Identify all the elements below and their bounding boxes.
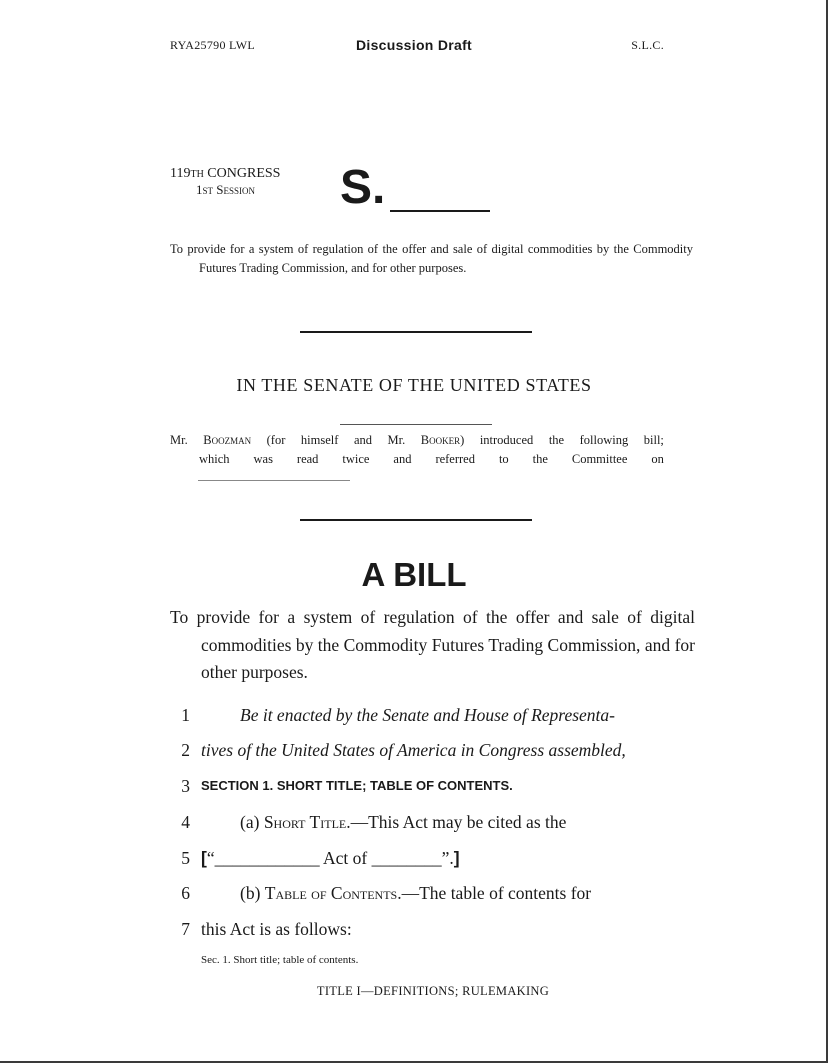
intro-word: and: [353, 433, 372, 447]
line-text: tives of the United States of America in Congress assembled,: [201, 740, 626, 760]
numbered-line: [170, 810, 664, 834]
bill-number-blank: [390, 210, 490, 212]
intro-word: the: [548, 433, 565, 447]
intro-word: following: [579, 433, 629, 447]
line-number: 2: [181, 740, 190, 760]
committee-blank: [198, 480, 350, 481]
intro-word: which: [199, 452, 230, 466]
line-number: 7: [181, 919, 190, 939]
intro-word: twice: [342, 452, 370, 466]
toc-entry: Sec. 1. Short title; table of contents.: [201, 954, 359, 966]
header-draft-label: Discussion Draft: [355, 37, 473, 53]
divider-rule: [300, 519, 532, 521]
numbered-line: [170, 738, 664, 762]
subsection-marker: (a): [240, 812, 264, 832]
intro-word: was: [253, 452, 273, 466]
intro-word: bill;: [643, 433, 664, 447]
subsection-heading: Table of Contents: [264, 883, 398, 903]
subsection-heading: Short Title: [263, 812, 347, 832]
line-number: 5: [181, 848, 190, 868]
line-text: Be it enacted by the Senate and House of Representa-: [240, 705, 615, 725]
open-bracket: [: [201, 848, 207, 868]
long-purpose: To provide for a system of regulation of the offer and sale of digital commodities by the Commodity Futures Trading Commission, and for other purposes.: [170, 607, 695, 682]
introduction-paragraph: [170, 431, 664, 469]
short-divider-rule: [340, 424, 492, 425]
intro-word: the: [532, 452, 548, 466]
line-text: [201, 846, 664, 870]
session-number: 1st Session: [196, 182, 255, 197]
line-number: 3: [181, 776, 190, 796]
close-bracket: ]: [453, 848, 460, 868]
congress-number: 119th CONGRESS: [170, 166, 281, 181]
title-heading: TITLE I—DEFINITIONS; RULEMAKING: [316, 984, 550, 998]
intro-word: Mr.: [170, 433, 188, 447]
numbered-line: [170, 774, 664, 798]
numbered-line: [170, 703, 664, 727]
intro-word: and: [393, 452, 412, 466]
chamber-heading: IN THE SENATE OF THE UNITED STATES: [236, 375, 592, 395]
line-text: [201, 810, 664, 834]
intro-word: introduced: [479, 433, 534, 447]
intro-word: Mr.: [387, 433, 406, 447]
intro-word: (for: [266, 433, 286, 447]
numbered-line: [170, 881, 664, 905]
divider-rule: [300, 331, 532, 333]
subsection-marker: (b): [240, 883, 265, 903]
intro-word: himself: [300, 433, 339, 447]
section-heading: SECTION 1. SHORT TITLE; TABLE OF CONTENTS.: [201, 778, 513, 793]
short-purpose: To provide for a system of regulation of the offer and sale of digital commodities by the Commodity Futures Trading Commission, and for other purposes.: [170, 242, 693, 275]
line-number: 1: [181, 705, 190, 725]
subsection-text: .—This Act may be cited as the: [346, 812, 567, 832]
line-text: [201, 881, 664, 905]
header-slc: S.L.C.: [631, 38, 664, 52]
header-doc-id: RYA25790 LWL: [170, 38, 256, 52]
short-title-placeholder: “____________ Act of ________”.: [206, 848, 454, 868]
numbered-line: [170, 846, 664, 870]
subsection-text: .—The table of contents for: [397, 883, 592, 903]
sponsor-name: Boozman: [203, 433, 252, 447]
intro-word: on: [651, 452, 664, 466]
cosponsor-name: Booker): [420, 433, 465, 447]
bill-heading: A BILL: [361, 556, 467, 593]
bill-number-prefix: S.: [340, 161, 386, 214]
intro-word: to: [498, 452, 509, 466]
intro-word: referred: [435, 452, 475, 466]
numbered-line: [170, 917, 664, 941]
intro-word: read: [296, 452, 319, 466]
line-number: 4: [181, 812, 190, 832]
congress-session-block: [170, 166, 280, 198]
line-number: 6: [181, 883, 190, 903]
line-text: this Act is as follows:: [201, 919, 352, 939]
intro-word: Committee: [571, 452, 628, 466]
